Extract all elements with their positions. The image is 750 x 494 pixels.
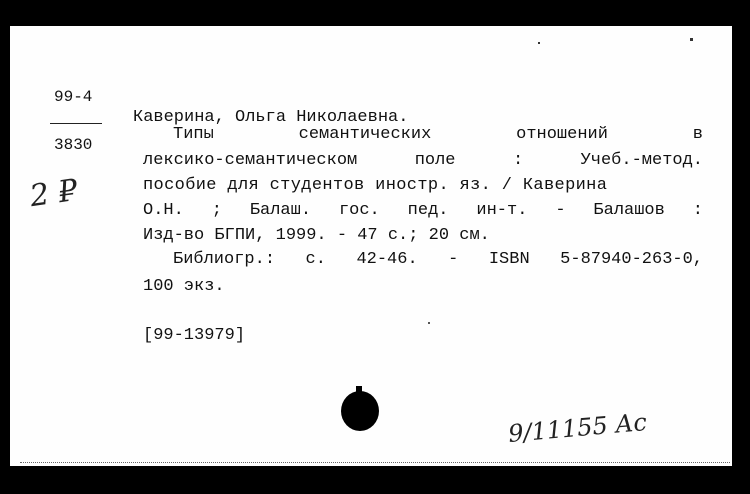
line-word: :: [512, 151, 524, 170]
title-word: в: [692, 125, 703, 144]
line-word: ISBN: [488, 250, 530, 269]
body-line-3: пособие для студентов иностр. яз. / Каверина: [143, 176, 608, 195]
body-line-6: [173, 250, 703, 269]
shelf-mark-top: 99-4: [54, 88, 93, 106]
line-word: ин-т.: [476, 201, 528, 220]
line-word: О.Н.: [143, 201, 184, 220]
line-word: 42-46.: [356, 250, 418, 269]
line-word: с.: [305, 250, 326, 269]
line-word: пед.: [407, 201, 449, 220]
line-word: ;: [211, 201, 222, 220]
line-word: -: [555, 201, 566, 220]
scan-speckle: [428, 322, 430, 324]
shelf-mark-bottom: 3830: [54, 136, 93, 154]
line-word: 5-87940-263-0,: [560, 250, 703, 269]
body-line-7: 100 экз.: [143, 277, 225, 296]
title-word: семантических: [298, 125, 432, 144]
title-line: [173, 125, 703, 144]
line-word: -: [448, 250, 459, 269]
line-word: :: [692, 201, 703, 220]
catalog-card: [10, 26, 732, 466]
scan-speckle: [538, 42, 540, 44]
author-heading: Каверина, Ольга Николаевна.: [133, 108, 409, 127]
punch-hole-notch: [356, 386, 362, 394]
record-number: [99-13979]: [143, 326, 246, 345]
line-word: гос.: [338, 201, 380, 220]
shelf-mark-divider: [50, 123, 102, 124]
line-word: лексико-семантическом: [143, 151, 358, 170]
handwritten-margin-note: 2 ₽: [27, 172, 80, 215]
title-word: отношений: [516, 125, 608, 144]
handwritten-inventory-number: 9/11155 Ас: [507, 407, 648, 449]
body-line-5: Изд-во БГПИ, 1999. - 47 с.; 20 см.: [143, 226, 490, 245]
scan-edge-line: [20, 462, 730, 463]
title-word: Типы: [173, 125, 214, 144]
line-word: Балаш.: [249, 201, 312, 220]
line-word: поле: [414, 151, 456, 170]
scan-speckle: [690, 38, 693, 41]
body-line-2: [143, 151, 703, 170]
line-word: Балашов: [593, 201, 665, 220]
line-word: Учеб.-метод.: [580, 151, 703, 170]
line-word: Библиогр.:: [173, 250, 276, 269]
punch-hole: [341, 391, 379, 431]
body-line-4: [143, 201, 703, 220]
